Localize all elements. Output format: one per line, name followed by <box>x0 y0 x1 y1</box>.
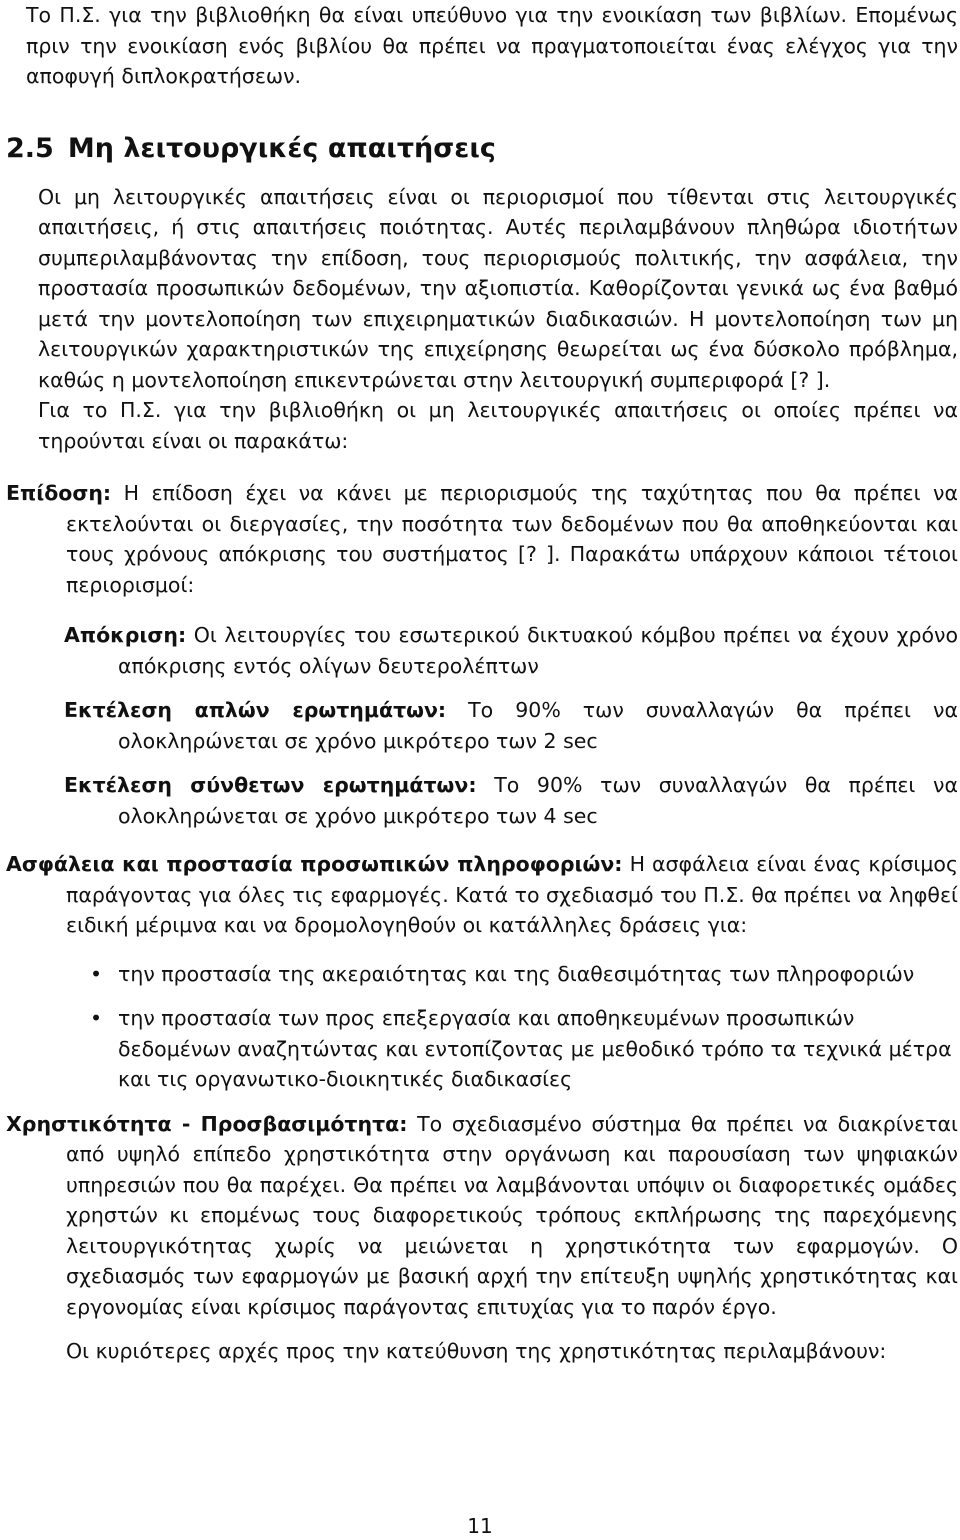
performance-paragraph <box>6 478 958 600</box>
bullet-text: την προστασία της ακεραιότητας και της διαθεσιμότητας των πληροφοριών <box>118 961 915 986</box>
usability-text: Το σχεδιασμένο σύστημα θα πρέπει να διακρίνεται από υψηλό επίπεδο χρηστικότητα στην οργάνωση και παρουσίαση των ψηφιακών υπηρεσιών που θα παρέχει. Θα πρέπει να λαμβάνονται υπόψιν οι διαφορετικές ομάδες χρηστών κι επομένως τους διαφορετικούς τρόπους εκπλήρωσης της παρεχόμενης λειτουργικότητας χωρίς να μειώνεται η χρηστικότητα των εφαρμογών. Ο σχεδιασμός των εφαρμογών με βασική αρχή την επίτευξη υψηλής χρηστικότητας και εργονομίας είναι κρίσιμος παράγοντας επιτυχίας για το παρόν έργο. <box>66 1111 958 1319</box>
security-text: Η ασφάλεια είναι ένας κρίσιμος παράγοντας για όλες τις εφαρμογές. Κατά το σχεδιασμό του Π.Σ. θα πρέπει να ληφθεί ειδική μέριμνα και να δρομολογηθούν οι κατάλληλες δράσεις για: <box>66 852 958 937</box>
constraint-text: Οι λειτουργίες του εσωτερικού δικτυακού κόμβου πρέπει να έχουν χρόνο απόκρισης εντός ολίγων δευτερολέπτων <box>118 623 958 678</box>
security-paragraph <box>6 849 958 941</box>
performance-constraints-list <box>64 620 958 831</box>
constraint-text: Το 90% των συναλλαγών θα πρέπει να ολοκληρώνεται σε χρόνο μικρότερο των 4 sec <box>118 773 958 828</box>
section-number: 2.5 <box>6 132 54 164</box>
security-term: Ασφάλεια και προστασία προσωπικών πληροφοριών: <box>6 852 623 876</box>
usability-paragraph <box>6 1109 958 1323</box>
bullet-text: την προστασία των προς επεξεργασία και αποθηκευμένων προσωπικών δεδομένων αναζητώντας και εντοπίζοντας με μεθοδικό τρόπο τα τεχνικά μέτρα και τις οργανωτικο-διοικητικές διαδικασίες <box>118 1006 952 1091</box>
section-heading <box>6 132 958 166</box>
performance-item <box>6 478 958 831</box>
document-page <box>6 0 958 1367</box>
performance-text: Η επίδοση έχει να κάνει με περιορισμούς της ταχύτητας που θα πρέπει να εκτελούνται οι διεργασίες, την ποσότητα των δεδομένων που θα αποθηκεύονται και τους χρόνους απόκρισης του συστήματος [? ]. Παρακάτω υπάρχουν κάποιοι τέτοιοι περιορισμοί: <box>66 481 958 597</box>
constraint-term: Εκτέλεση σύνθετων ερωτημάτων: <box>64 773 477 797</box>
constraint-term: Εκτέλεση απλών ερωτημάτων: <box>64 698 447 722</box>
security-item <box>6 849 958 1095</box>
security-bullet-list <box>64 959 958 1095</box>
constraint-item <box>64 770 958 831</box>
intro-paragraph: Το Π.Σ. για την βιβλιοθήκη θα είναι υπεύθυνο για την ενοικίαση των βιβλίων. Επομένως πριν την ενοικίαση ενός βιβλίου θα πρέπει να πραγματοποιείται ένας ελέγχος για την αποφυγή διπλοκρατήσεων. <box>26 3 958 88</box>
bullet-icon: • <box>90 1006 103 1030</box>
constraint-text: Το 90% των συναλλαγών θα πρέπει να ολοκληρώνεται σε χρόνο μικρότερο των 2 sec <box>118 698 958 753</box>
bullet-item <box>64 959 958 990</box>
bullet-item <box>64 1003 958 1095</box>
section-paragraph-2: Για το Π.Σ. για την βιβλιοθήκη οι μη λειτουργικές απαιτήσεις οι οποίες πρέπει να τηρούνται είναι οι παρακάτω: <box>38 398 958 453</box>
section-title: Μη λειτουργικές απαιτήσεις <box>67 132 496 164</box>
constraint-item <box>64 620 958 681</box>
performance-term: Επίδοση: <box>6 481 112 505</box>
usability-item <box>6 1109 958 1367</box>
usability-closing-paragraph: Οι κυριότερες αρχές προς την κατεύθυνση της χρηστικότητας περιλαμβάνουν: <box>66 1339 887 1363</box>
usability-term: Χρηστικότητα - Προσβασιμότητα: <box>6 1111 408 1136</box>
constraint-item <box>64 695 958 756</box>
bullet-icon: • <box>90 961 103 986</box>
section-paragraph-1: Οι μη λειτουργικές απαιτήσεις είναι οι περιορισμοί που τίθενται στις λειτουργικές απαιτήσεις, ή στις απαιτήσεις ποιότητας. Αυτές περιλαμβάνουν πληθώρα ιδιοτήτων συμπεριλαμβάνοντας την επίδοση, τους περιορισμούς πολιτικής, την ασφάλεια, την προστασία προσωπικών δεδομένων, την αξιοπιστία. Καθορίζονται γενικά ως ένα βαθμό μετά την μοντελοποίηση των επιχειρηματικών διαδικασιών. Η μοντελοποίηση των μη λειτουργικών χαρακτηριστικών της επιχείρησης θεωρείται ως ένα δύσκολο πρόβλημα, καθώς η μοντελοποίηση επικεντρώνεται στην λειτουργική συμπεριφορά [? ]. <box>38 184 958 392</box>
page-number: 11 <box>467 1514 493 1538</box>
constraint-term: Απόκριση: <box>64 623 187 647</box>
